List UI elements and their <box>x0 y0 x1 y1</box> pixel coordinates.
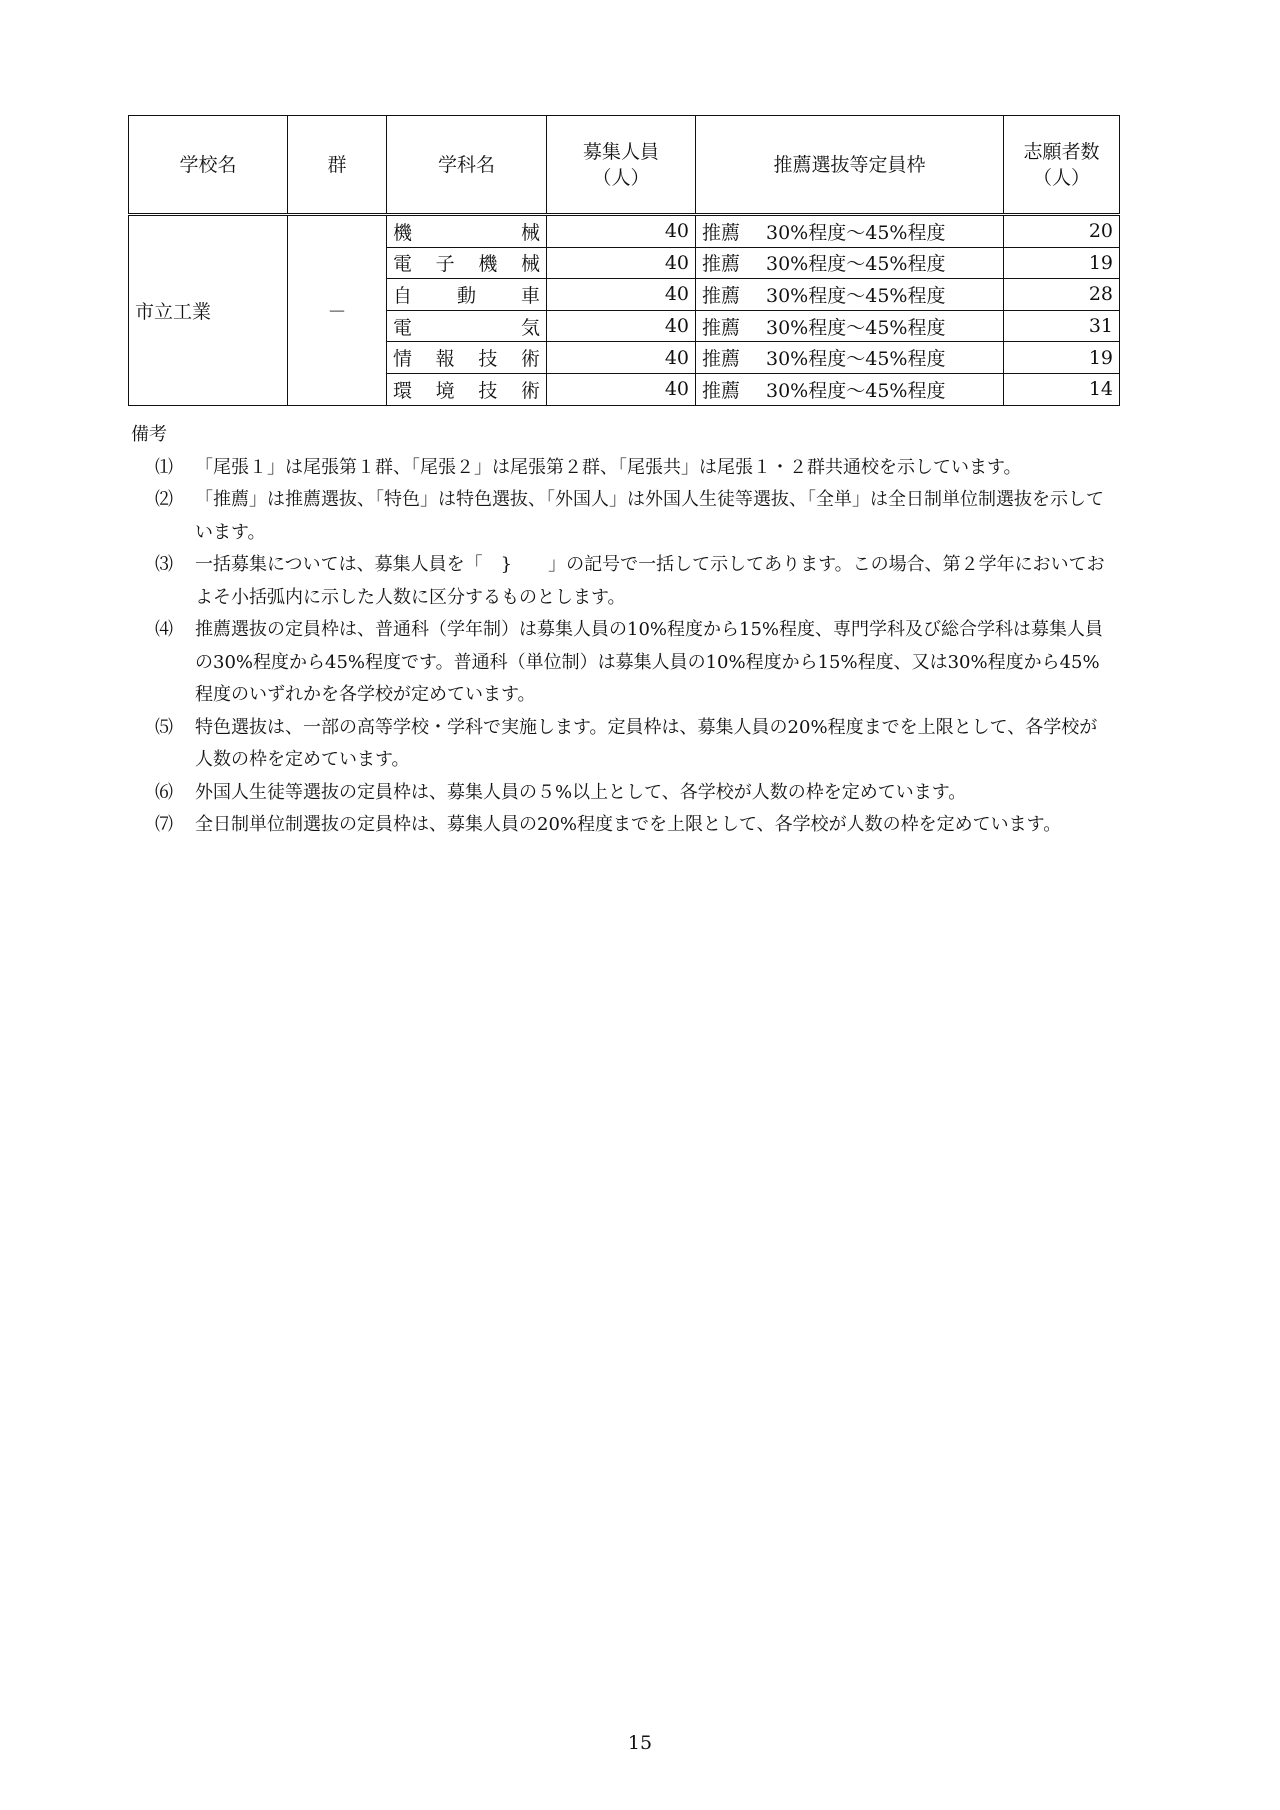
note-number: ⑵ <box>155 489 173 510</box>
dept-name-char: 術 <box>520 379 540 402</box>
header-group: 群 <box>288 116 387 215</box>
dept-name-cell <box>387 279 547 311</box>
frame-range: 30%程度～45%程度 <box>766 379 946 402</box>
capacity-cell: 40 <box>547 342 696 374</box>
dept-name-char: 動 <box>456 284 476 307</box>
applicants-cell: 31 <box>1004 310 1120 342</box>
header-capacity-line1: 募集人員 <box>582 140 659 163</box>
note-item <box>131 809 1111 842</box>
header-school: 学校名 <box>129 116 288 215</box>
note-number: ⑴ <box>155 456 173 478</box>
dept-name-cell <box>387 373 547 405</box>
note-text: 「推薦」は推薦選抜、「特色」は特色選抜、「外国人」は外国人生徒等選抜、「全単」は全日制単位制選抜を示しています。 <box>195 489 1104 543</box>
note-text: 推薦選抜の定員枠は、普通科（学年制）は募集人員の10%程度から15%程度、専門学科及び総合学科は募集人員の30%程度から45%程度です。普通科（単位制）は募集人員の10%程度から15%程度、又は30%程度から45%程度のいずれかを各学校が定めています。 <box>195 619 1104 705</box>
frame-type: 推薦 <box>702 253 741 276</box>
admissions-table <box>128 115 1120 406</box>
header-capacity <box>547 116 696 215</box>
dept-name-char: 環 <box>393 379 413 402</box>
dept-name <box>393 376 540 403</box>
note-number: ⑶ <box>155 554 173 575</box>
dept-name-char: 境 <box>435 379 455 402</box>
dept-name-cell <box>387 215 547 248</box>
notes-heading: 備考 <box>131 424 167 445</box>
frame-range: 30%程度～45%程度 <box>766 284 946 307</box>
dept-name-char: 自 <box>393 284 413 307</box>
capacity-cell: 40 <box>547 373 696 405</box>
header-frame: 推薦選抜等定員枠 <box>696 116 1004 215</box>
dept-name-char: 技 <box>478 348 498 371</box>
note-item <box>131 614 1111 712</box>
applicants-cell: 19 <box>1004 342 1120 374</box>
note-number: ⑺ <box>155 814 173 835</box>
note-item <box>131 549 1111 614</box>
dept-name-char: 機 <box>393 221 413 244</box>
note-item <box>131 712 1111 777</box>
frame-range: 30%程度～45%程度 <box>766 253 946 276</box>
header-dept: 学科名 <box>387 116 547 215</box>
capacity-cell: 40 <box>547 310 696 342</box>
note-number: ⑹ <box>155 781 173 803</box>
dept-name <box>393 249 540 276</box>
applicants-cell: 19 <box>1004 247 1120 279</box>
frame-type: 推薦 <box>702 221 741 244</box>
dept-name-cell <box>387 310 547 342</box>
dept-name-char: 子 <box>435 253 455 276</box>
applicants-cell: 20 <box>1004 215 1120 248</box>
dept-name-char: 電 <box>393 316 413 339</box>
frame-range: 30%程度～45%程度 <box>766 316 946 339</box>
capacity-cell: 40 <box>547 215 696 248</box>
frame-cell <box>696 310 1004 342</box>
frame-range: 30%程度～45%程度 <box>766 348 946 371</box>
group-cell: － <box>288 215 387 406</box>
note-item <box>131 777 1111 810</box>
dept-name-char: 械 <box>520 253 540 276</box>
applicants-cell: 28 <box>1004 279 1120 311</box>
note-text: 全日制単位制選抜の定員枠は、募集人員の20%程度までを上限として、各学校が人数の枠を定めています。 <box>195 814 1062 835</box>
school-name-cell: 市立工業 <box>129 215 288 406</box>
note-text: 特色選抜は、一部の高等学校・学科で実施します。定員枠は、募集人員の20%程度までを上限として、各学校が人数の枠を定めています。 <box>195 716 1098 770</box>
dept-name-char: 電 <box>393 253 413 276</box>
frame-type: 推薦 <box>702 348 741 371</box>
dept-name <box>393 313 540 340</box>
frame-type: 推薦 <box>702 316 741 339</box>
notes-list <box>131 452 1111 842</box>
note-item <box>131 452 1111 485</box>
header-capacity-line2: （人） <box>592 166 650 189</box>
note-number: ⑷ <box>155 619 173 640</box>
note-text: 外国人生徒等選抜の定員枠は、募集人員の５%以上として、各学校が人数の枠を定めています。 <box>195 781 967 803</box>
dept-name-char: 技 <box>478 379 498 402</box>
dept-name-cell <box>387 247 547 279</box>
header-applicants-line1: 志願者数 <box>1023 140 1100 163</box>
dept-name-cell <box>387 342 547 374</box>
frame-range: 30%程度～45%程度 <box>766 221 946 244</box>
note-item <box>131 484 1111 549</box>
dept-name <box>393 281 540 308</box>
note-number: ⑸ <box>155 716 173 738</box>
frame-cell <box>696 279 1004 311</box>
page-number: 15 <box>627 1732 653 1754</box>
frame-type: 推薦 <box>702 379 741 402</box>
capacity-cell: 40 <box>547 279 696 311</box>
applicants-cell: 14 <box>1004 373 1120 405</box>
frame-type: 推薦 <box>702 284 741 307</box>
header-applicants <box>1004 116 1120 215</box>
dept-name-char: 術 <box>520 348 540 371</box>
dept-name-char: 械 <box>520 221 540 244</box>
dept-name-char: 気 <box>520 316 540 339</box>
frame-cell <box>696 342 1004 374</box>
dept-name <box>393 218 540 245</box>
dept-name-char: 報 <box>435 348 455 371</box>
frame-cell <box>696 247 1004 279</box>
header-applicants-line2: （人） <box>1032 166 1090 189</box>
frame-cell <box>696 373 1004 405</box>
dept-name-char: 情 <box>393 348 413 371</box>
frame-cell <box>696 215 1004 248</box>
note-text: 一括募集については、募集人員を「 } 」の記号で一括して示してあります。この場合、第２学年においておよそ小括弧内に示した人数に区分するものとします。 <box>195 554 1105 608</box>
dept-name <box>393 344 540 371</box>
note-text: 「尾張１」は尾張第１群、「尾張２」は尾張第２群、「尾張共」は尾張１・２群共通校を示しています。 <box>195 456 1022 478</box>
notes-section <box>131 419 1111 842</box>
capacity-cell: 40 <box>547 247 696 279</box>
dept-name-char: 機 <box>478 253 498 276</box>
dept-name-char: 車 <box>520 284 540 307</box>
table-row <box>129 215 1120 248</box>
